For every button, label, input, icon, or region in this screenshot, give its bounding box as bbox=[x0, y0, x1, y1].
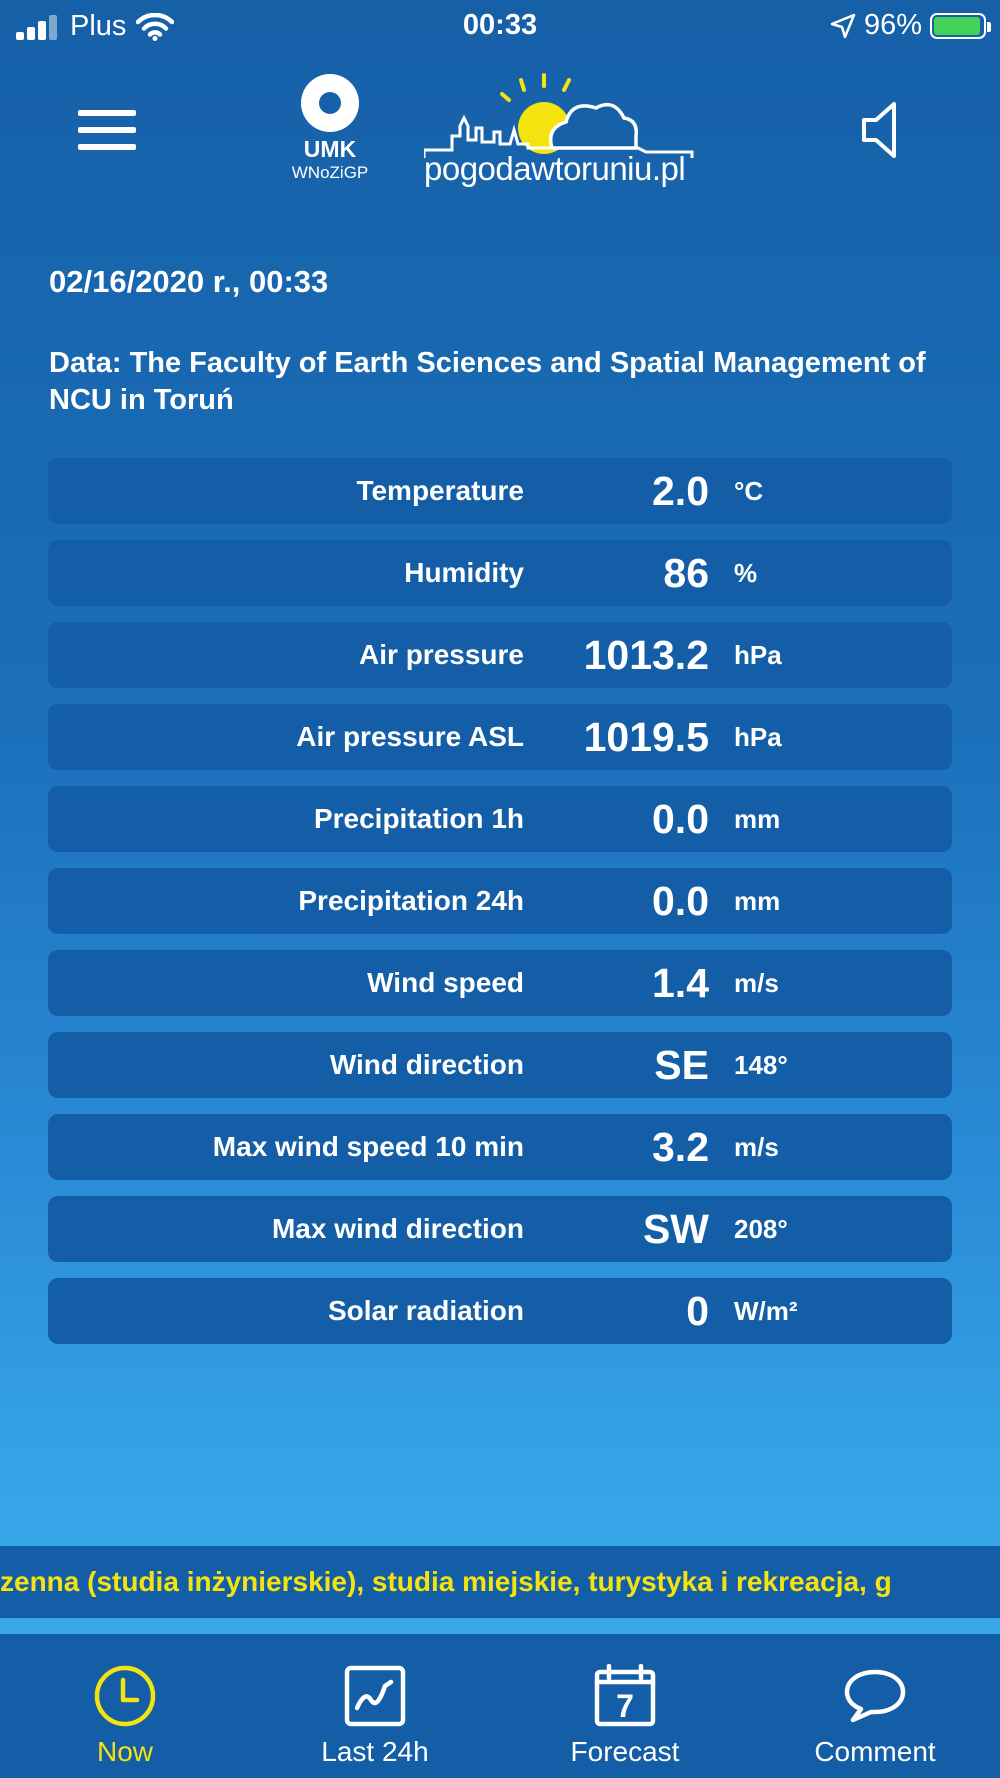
calendar-icon bbox=[593, 1664, 657, 1728]
status-bar bbox=[0, 0, 1000, 52]
app-header bbox=[0, 60, 1000, 200]
measurement-row bbox=[48, 1032, 952, 1098]
tab-label: Forecast bbox=[570, 1736, 680, 1767]
measurement-unit: m/s bbox=[734, 968, 779, 998]
clock-icon bbox=[93, 1664, 157, 1728]
news-ticker bbox=[0, 1546, 1000, 1618]
chart-icon bbox=[343, 1664, 407, 1728]
measurement-unit: 148° bbox=[734, 1050, 788, 1080]
umk-emblem-icon bbox=[301, 74, 359, 132]
tab-label: Comment bbox=[814, 1736, 936, 1767]
measurement-value: SE bbox=[654, 1042, 709, 1088]
measurement-label: Solar radiation bbox=[327, 1295, 524, 1326]
measurement-value: 86 bbox=[663, 550, 709, 596]
measurement-row bbox=[48, 1196, 952, 1262]
measurement-row bbox=[48, 704, 952, 770]
tab-label: Last 24h bbox=[321, 1736, 429, 1767]
measurement-value: 0.0 bbox=[652, 878, 709, 924]
measurement-row bbox=[48, 950, 952, 1016]
battery-fill bbox=[934, 17, 980, 35]
measurement-row bbox=[48, 786, 952, 852]
battery-percent: 96% bbox=[863, 9, 922, 41]
measurement-row bbox=[48, 540, 952, 606]
measurement-value: SW bbox=[642, 1206, 709, 1252]
measurement-unit: mm bbox=[734, 804, 781, 834]
measurement-unit: mm bbox=[734, 886, 781, 916]
measurement-unit: hPa bbox=[734, 722, 782, 752]
tab-comment[interactable] bbox=[750, 1634, 1000, 1778]
measurement-row bbox=[48, 458, 952, 524]
measurement-row bbox=[48, 1278, 952, 1344]
measurement-value: 1019.5 bbox=[583, 714, 709, 760]
measurement-unit: m/s bbox=[734, 1132, 779, 1162]
speaker-icon bbox=[858, 100, 908, 160]
measurement-label: Max wind speed 10 min bbox=[212, 1131, 524, 1162]
observation-datetime: 02/16/2020 r., 00:33 bbox=[49, 264, 329, 299]
tab-last-24h[interactable] bbox=[250, 1634, 500, 1778]
measurement-value: 3.2 bbox=[652, 1124, 709, 1170]
measurement-list bbox=[48, 458, 952, 1360]
measurement-label: Wind speed bbox=[367, 967, 524, 998]
pogodawtoruniu-logo bbox=[424, 70, 724, 190]
data-source-note: Data: The Faculty of Earth Sciences and Spatial Management of NCU in Toruń bbox=[49, 347, 926, 416]
ticker-text: zenna (studia inżynierskie), studia miejskie, turystyka i rekreacja, g bbox=[0, 1566, 892, 1597]
umk-faculty: WNoZiGP bbox=[291, 163, 369, 182]
battery-icon bbox=[930, 13, 986, 39]
measurement-label: Wind direction bbox=[329, 1049, 524, 1080]
carrier-name: Plus bbox=[70, 10, 127, 42]
svg-text:7: 7 bbox=[616, 1688, 634, 1724]
measurement-label: Air pressure bbox=[359, 639, 524, 670]
measurement-unit: 208° bbox=[734, 1214, 788, 1244]
skyline-sun-cloud-icon bbox=[424, 70, 724, 160]
measurement-label: Max wind direction bbox=[271, 1213, 524, 1244]
measurement-label: Precipitation 1h bbox=[313, 803, 524, 834]
tab-forecast[interactable] bbox=[500, 1634, 750, 1778]
measurement-label: Humidity bbox=[404, 557, 524, 588]
measurement-unit: % bbox=[734, 558, 758, 588]
measurement-row bbox=[48, 622, 952, 688]
site-name: pogodawtoruniu.pl bbox=[424, 150, 686, 187]
status-time: 00:33 bbox=[462, 9, 538, 41]
measurement-label: Air pressure ASL bbox=[296, 721, 524, 752]
measurement-value: 0 bbox=[686, 1288, 709, 1334]
measurement-unit: hPa bbox=[734, 640, 782, 670]
umk-name: UMK bbox=[303, 136, 357, 162]
speech-bubble-icon bbox=[843, 1664, 907, 1728]
measurement-value: 1013.2 bbox=[583, 632, 709, 678]
measurement-unit: W/m² bbox=[734, 1296, 798, 1326]
tab-bar bbox=[0, 1634, 1000, 1778]
measurement-row bbox=[48, 1114, 952, 1180]
measurement-row bbox=[48, 868, 952, 934]
menu-button[interactable] bbox=[78, 110, 136, 150]
tab-now[interactable] bbox=[0, 1634, 250, 1778]
measurement-value: 2.0 bbox=[652, 468, 709, 514]
measurement-value: 1.4 bbox=[652, 960, 709, 1006]
umk-logo bbox=[280, 74, 380, 183]
location-arrow-icon bbox=[830, 13, 856, 39]
measurement-unit: °C bbox=[734, 476, 764, 506]
status-right bbox=[830, 9, 986, 42]
measurement-label: Precipitation 24h bbox=[298, 885, 524, 916]
measurement-label: Temperature bbox=[356, 475, 524, 506]
measurement-value: 0.0 bbox=[652, 796, 709, 842]
tab-label: Now bbox=[96, 1736, 153, 1767]
sound-button[interactable] bbox=[858, 100, 908, 160]
hamburger-icon bbox=[78, 110, 136, 116]
